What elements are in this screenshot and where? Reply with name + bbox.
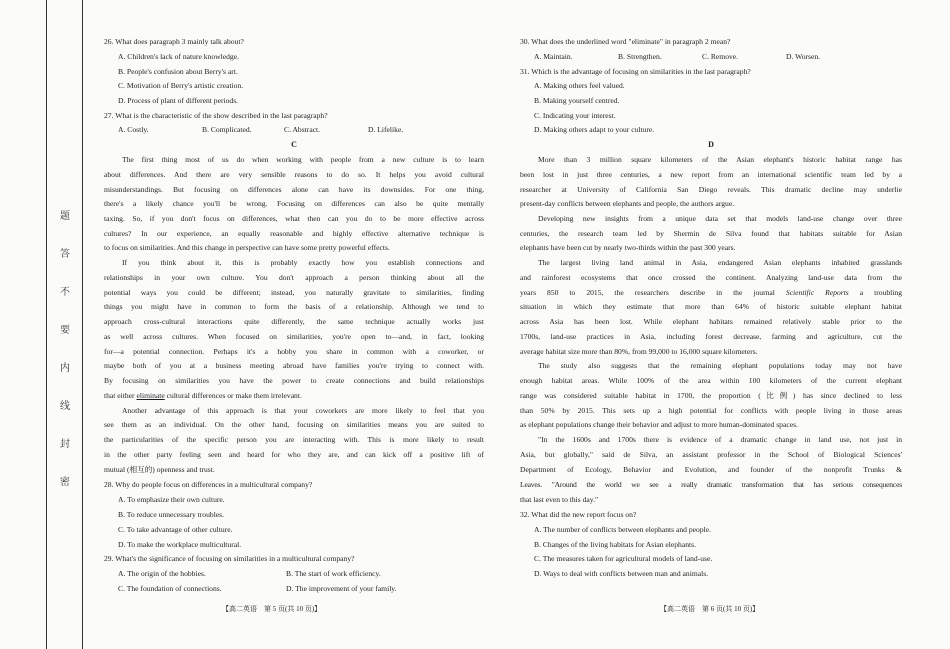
- passage-d-line: elephants have been cut by nearly two-thirds within the past 300 years.: [520, 243, 736, 252]
- passage-c-line: approach cross-cultural interactions quite differently, the same technique actually works just: [104, 317, 484, 326]
- passage-c-line: relationships in your own culture. You don't approach a person thinking about all the: [104, 273, 484, 282]
- passage-c-line: in the other party feeling seen and heard for who they are, and can kick off a positive lift of: [104, 450, 484, 459]
- passage-c-line: The first thing most of us do when working with people from a new culture is to learn: [122, 155, 484, 164]
- passage-d-line: More than 3 million square kilometers of the Asian elephant's historic habitat range has: [538, 155, 902, 164]
- q26-option-d: D. Process of plant of different periods.: [118, 96, 239, 105]
- q26-stem: 26. What does paragraph 3 mainly talk about?: [104, 37, 244, 46]
- q32-option-d: D. Ways to deal with conflicts between man and animals.: [534, 569, 709, 578]
- q27-option-d: D. Lifelike.: [368, 125, 404, 134]
- passage-d-line: Leaves. "Around the world we see a really dramatic transformation that has serious consequences: [520, 480, 902, 489]
- passage-d-line: researcher at University of California San Diego reveals. This dramatic decline may underlie: [520, 185, 902, 194]
- passage-d-line: enough habitat areas. While 100% of the area within 100 kilometers of the current elephant: [520, 376, 902, 385]
- seal-char: 封: [60, 439, 70, 450]
- passage-d-line: Developing new insights from a unique data set that models land-use change over three: [538, 214, 902, 223]
- seal-char: 答: [60, 249, 70, 260]
- seal-char: 内: [60, 363, 70, 374]
- passage-c-line-eliminate: [104, 392, 302, 400]
- passage-d-line: been lost in just three centuries, a new report from an international scientific team led by a: [520, 170, 902, 179]
- text-fragment: cultural differences or make them irrelevant.: [164, 391, 302, 400]
- q27-option-c: C. Abstract.: [284, 125, 321, 134]
- q31-option-c: C. Indicating your interest.: [534, 111, 616, 120]
- q28-stem: 28. Why do people focus on differences in a multicultural company?: [104, 480, 313, 489]
- q32-stem: 32. What did the new report focus on?: [520, 510, 637, 519]
- q26-option-a: A. Children's lack of nature knowledge.: [118, 52, 239, 61]
- q31-option-a: A. Making others feel valued.: [534, 81, 625, 90]
- q26-option-c: C. Motivation of Berry's artistic creation.: [118, 81, 244, 90]
- passage-d-line: The study also suggests that the remaining elephant populations today may not have: [538, 361, 902, 370]
- q29-option-c: C. The foundation of connections.: [118, 584, 222, 593]
- passage-d-line: Asia, but globally," said de Silva, an assistant professor in the School of Biological Sciences': [520, 450, 902, 459]
- q27-option-b: B. Complicated.: [202, 125, 252, 134]
- passage-c-line: as well across cultures. When focused on similarities, you're open to—and, in fact, looking: [104, 332, 484, 341]
- passage-c-line: misunderstandings. But focusing on differences alone can have its downsides. For one thing,: [104, 185, 484, 194]
- passage-d-line-journal: [520, 289, 902, 297]
- passage-d-line: average habitat size more than 80%, from 99,000 to 16,000 square kilometers.: [520, 347, 758, 356]
- passage-d-line: present-day conflicts between elephants and people, the authors argue.: [520, 199, 735, 208]
- q29-option-b: B. The start of work efficiency.: [286, 569, 381, 578]
- passage-c-line: there's a likely chance you'll be wrong. Focusing on differences can also be quite mentally: [104, 199, 484, 208]
- q26-option-b: B. People's confusion about Berry's art.: [118, 67, 238, 76]
- seal-char: 线: [60, 401, 70, 412]
- passage-c-line: to focus on similarities. And this change in perspective can have some pretty powerful effects.: [104, 243, 390, 252]
- section-c-heading: C: [291, 140, 297, 149]
- passage-c-line: taxing. So, if you don't focus on differences, what then can you do to be more effective across: [104, 214, 484, 223]
- passage-d-line: "In the 1600s and 1700s there is evidence of a dramatic change in land use, not just in: [538, 435, 902, 444]
- q29-option-d: D. The improvement of your family.: [286, 584, 397, 593]
- q31-option-b: B. Making yourself centred.: [534, 96, 620, 105]
- passage-c-line: If you think about it, this is probably exactly how you establish connections and: [122, 258, 484, 267]
- passage-d-line: across Asia has been lost. While elephant habitats remained relatively stable prior to the: [520, 317, 902, 326]
- seal-char: 不: [60, 287, 70, 298]
- passage-d-line: centuries, the research team led by Shermin de Silva found that habitats suitable for Asian: [520, 229, 902, 238]
- passage-d-line: than 50% by 2015. This sets up a high potential for conflicts with people living in those areas: [520, 406, 902, 415]
- q28-option-a: A. To emphasize their own culture.: [118, 495, 225, 504]
- seal-char: 要: [60, 325, 70, 336]
- q32-option-a: A. The number of conflicts between elephants and people.: [534, 525, 711, 534]
- passage-d-line: and rainforest ecosystems that once crossed the continent. Analyzing land-use data from the: [520, 273, 902, 282]
- q29-option-a: A. The origin of the hobbies.: [118, 569, 206, 578]
- passage-d-line: situation in which they estimate that more than 64% of historic suitable elephant habitat: [520, 302, 902, 311]
- passage-c-line: By focusing on similarities you have the power to create connections and build relationships: [104, 376, 484, 385]
- journal-name: Scientific Reports: [785, 288, 849, 297]
- q27-option-a: A. Costly.: [118, 125, 149, 134]
- passage-c-line: Another advantage of this approach is that your coworkers are more likely to feel that you: [122, 406, 484, 415]
- page-footer-5: 【高二英语 第 5 页(共 10 页)】: [222, 605, 322, 613]
- passage-c-line: about differences. And there are very sensible reasons to do so. It helps you avoid cultural: [104, 170, 484, 179]
- q30-option-d: D. Worsen.: [786, 52, 821, 61]
- passage-d-line: as elephant populations change their behavior and adjust to more human-dominated spaces.: [520, 420, 798, 429]
- passage-c-line: for—a potential connection. Perhaps it's a hobby you share in common with a coworker, or: [104, 347, 484, 356]
- q28-option-c: C. To take advantage of other culture.: [118, 525, 233, 534]
- q31-stem: 31. Which is the advantage of focusing on similarities in the last paragraph?: [520, 67, 751, 76]
- q28-option-d: D. To make the workplace multicultural.: [118, 540, 242, 549]
- passage-c-line: potential ways you could be different; instead, you naturally gravitate to similarities, finding: [104, 288, 484, 297]
- passage-d-line: that last even to this day.": [520, 495, 599, 504]
- q30-option-a: A. Maintain.: [534, 52, 573, 61]
- q31-option-d: D. Making others adapt to your culture.: [534, 125, 655, 134]
- text-fragment: years 850 to 2015, the researchers describe in the journal: [520, 288, 786, 297]
- passage-d-line: range was considered suitable habitat in 1700, the proportion (比例) has since declined to less: [520, 391, 902, 400]
- passage-c-line: cultures? In our experience, an equally reasonable and highly effective alternative technique is: [104, 229, 484, 238]
- q32-option-c: C. The measures taken for agricultural models of land-use.: [534, 554, 713, 563]
- binding-line-outer: [46, 0, 47, 649]
- seal-text: [60, 212, 74, 516]
- passage-c-line: the particularities of the specific person you are interacting with. This is more likely to result: [104, 435, 484, 444]
- binding-line-inner: [82, 0, 83, 649]
- passage-c-line: see them as an individual. On the other hand, focusing on similarities means you are suited to: [104, 420, 484, 429]
- q30-stem: 30. What does the underlined word "eliminate" in paragraph 2 mean?: [520, 37, 731, 46]
- q30-option-c: C. Remove.: [702, 52, 739, 61]
- underlined-word-eliminate: eliminate: [136, 391, 165, 400]
- passage-d-line: The largest living land animal in Asia, endangered Asian elephants inhabited grasslands: [538, 258, 902, 267]
- binding-margin: [0, 0, 90, 649]
- q28-option-b: B. To reduce unnecessary troubles.: [118, 510, 225, 519]
- page-footer-6: 【高二英语 第 6 页(共 10 页)】: [660, 605, 760, 613]
- q27-stem: 27. What is the characteristic of the show described in the last paragraph?: [104, 111, 328, 120]
- section-d-heading: D: [708, 140, 714, 149]
- q30-option-b: B. Strengthen.: [618, 52, 662, 61]
- passage-c-line: maybe both of you at a business meeting abroad have families you're trying to connect with.: [104, 361, 484, 370]
- seal-char: 题: [60, 211, 70, 222]
- passage-d-line: Department of Ecology, Behavior and Evolution, and founder of the nonprofit Trunks &: [520, 465, 902, 474]
- passage-c-line: mutual (相互的) openness and trust.: [104, 465, 215, 474]
- text-fragment: that either: [104, 391, 137, 400]
- passage-c-line: things you might have in common to form the basis of a relationship. Although we tend to: [104, 302, 484, 311]
- q32-option-b: B. Changes of the living habitats for Asian elephants.: [534, 540, 696, 549]
- passage-d-line: 1700s, land-use practices in Asia, including forest decrease, farming and agriculture, cut the: [520, 332, 902, 341]
- seal-char: 密: [60, 477, 70, 488]
- q29-stem: 29. What's the significance of focusing on similarities in a multicultural company?: [104, 554, 355, 563]
- text-fragment: a troubling: [848, 288, 902, 297]
